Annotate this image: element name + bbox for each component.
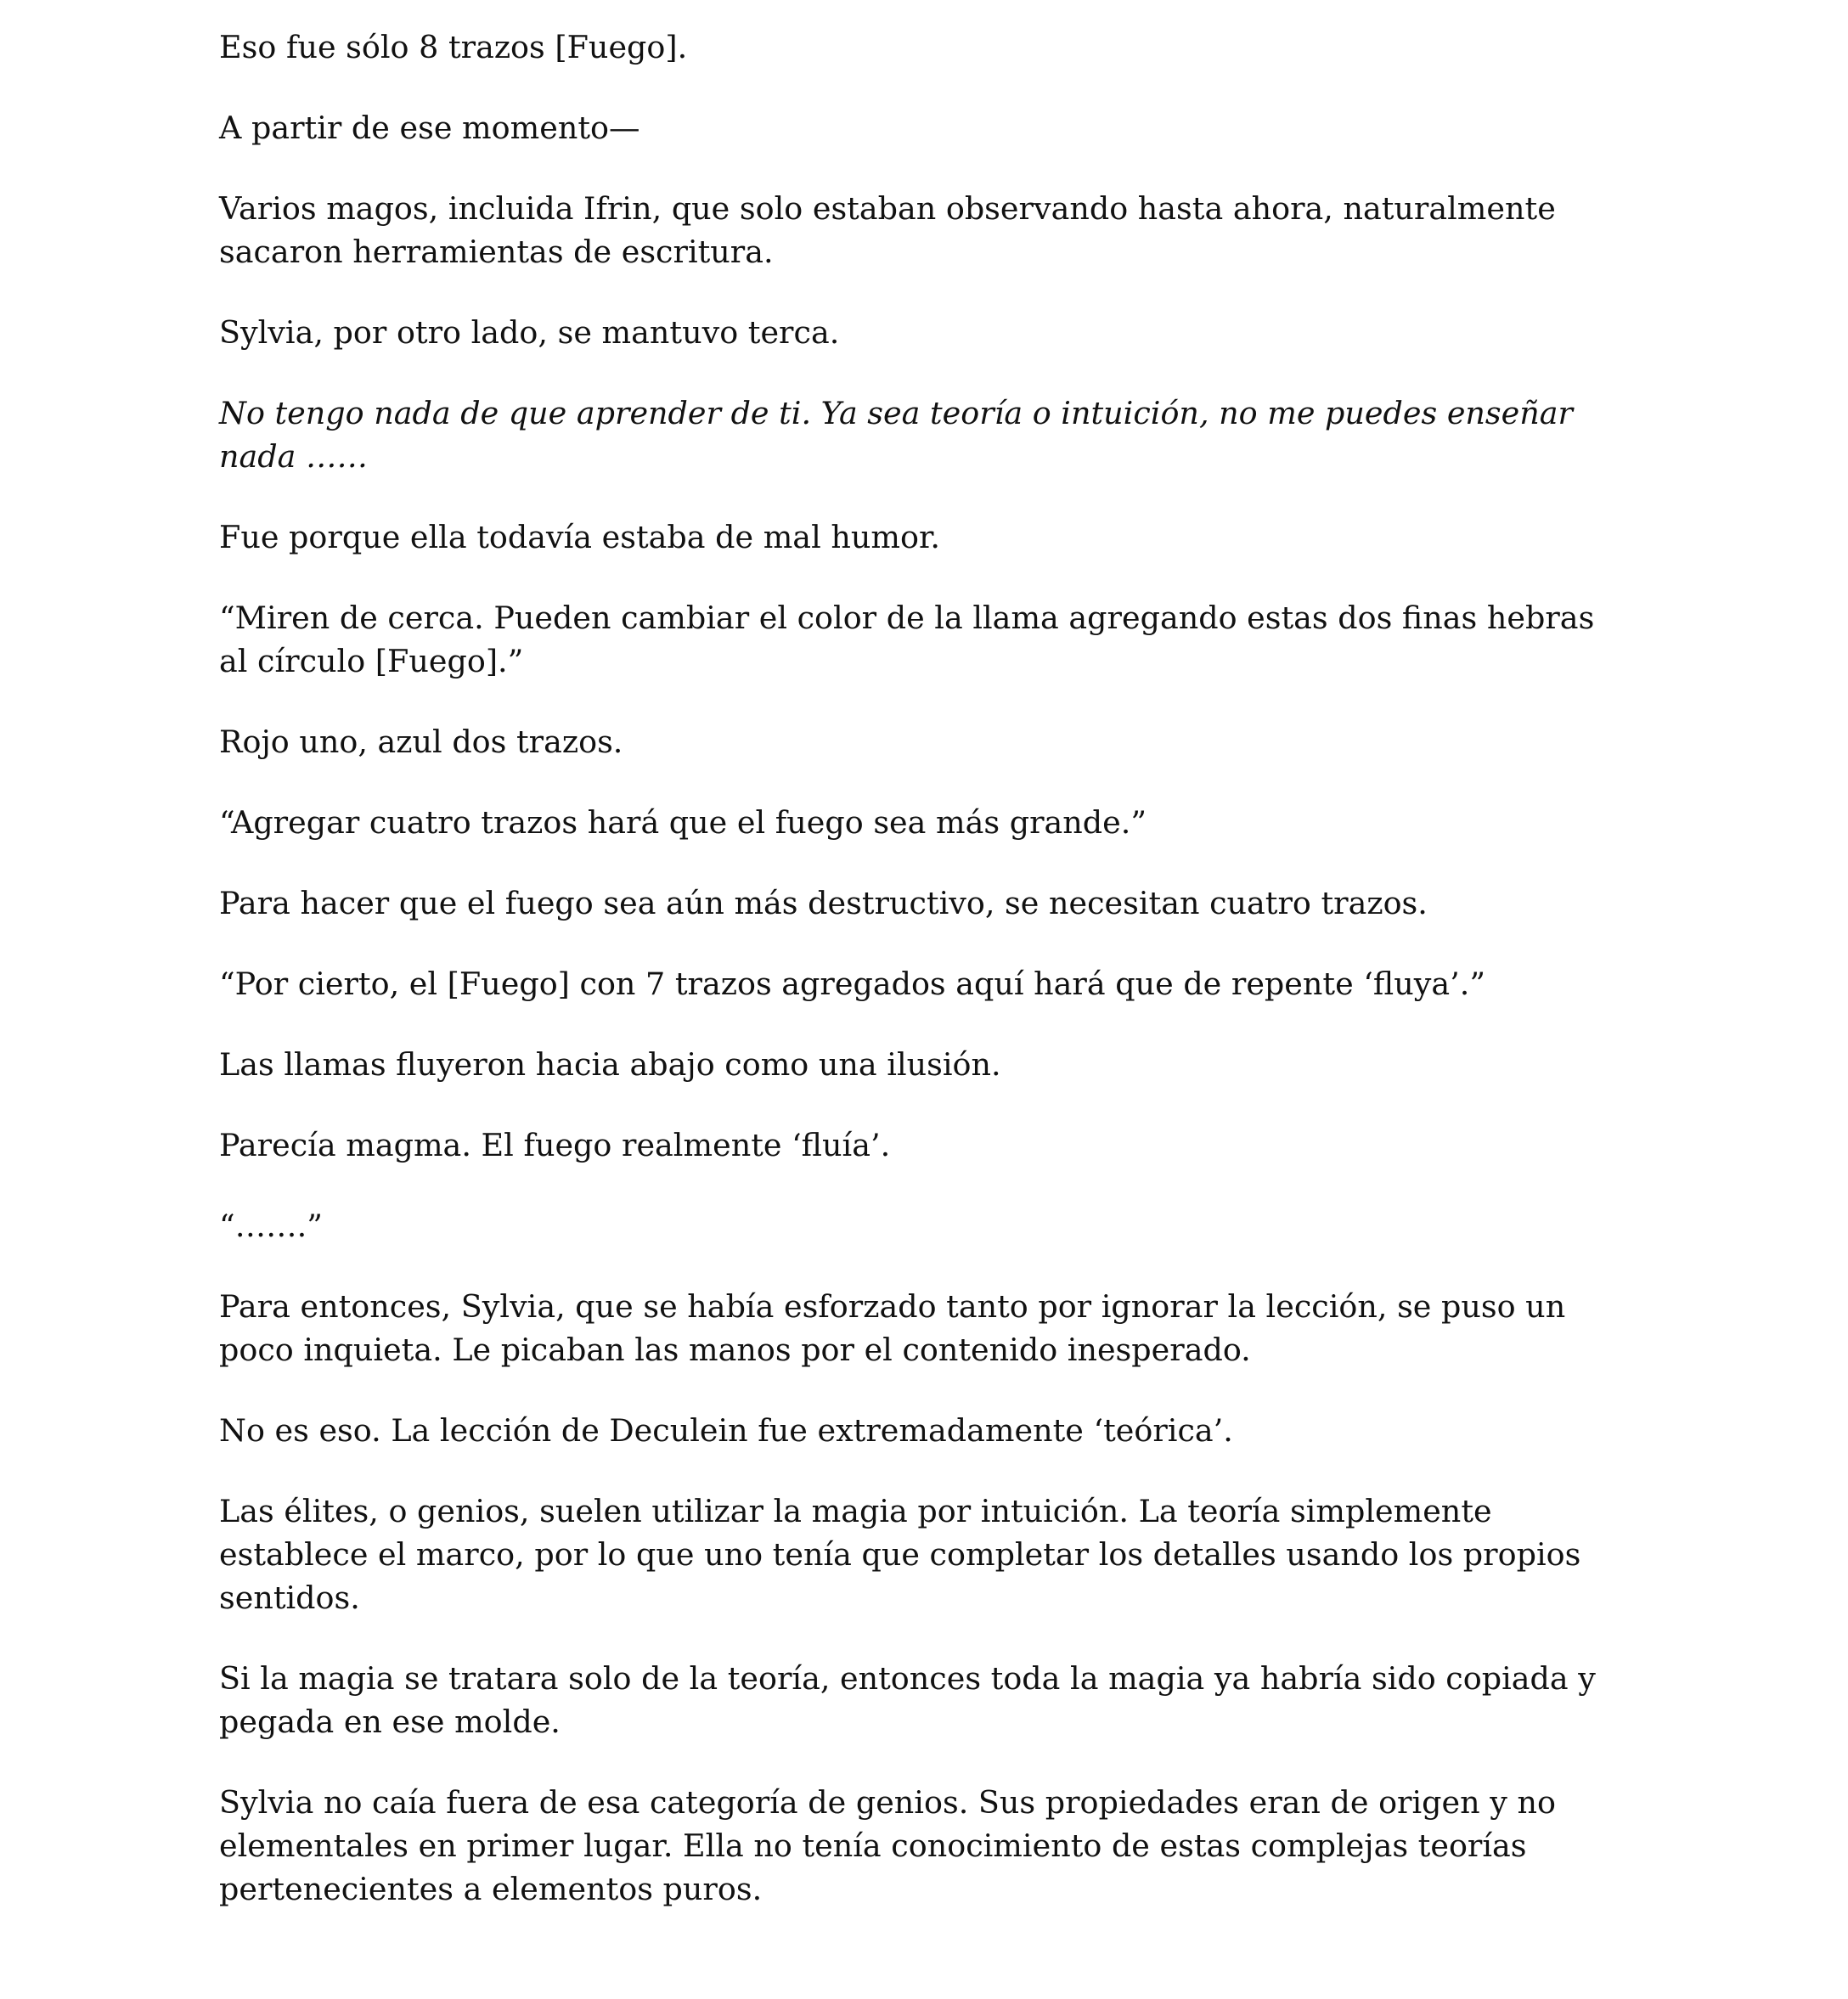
paragraph: Las élites, o genios, suelen utilizar la magia por intuición. La teoría simplemente establece el marco, por lo que uno tenía que completar los detalles usando los propios sentidos. (219, 1493, 1581, 1616)
paragraph: Rojo uno, azul dos trazos. (219, 724, 623, 760)
paragraph: “Agregar cuatro trazos hará que el fuego sea más grande.” (219, 804, 1147, 841)
paragraph: “Miren de cerca. Pueden cambiar el color de la llama agregando estas dos finas hebras al círculo [Fuego].” (219, 600, 1595, 679)
paragraph: Para entonces, Sylvia, que se había esforzado tanto por ignorar la lección, se puso un poco inquieta. Le picaban las manos por el contenido inesperado. (219, 1288, 1566, 1368)
paragraph: Las llamas fluyeron hacia abajo como una ilusión. (219, 1046, 1001, 1083)
paragraph: Sylvia no caía fuera de esa categoría de genios. Sus propiedades eran de origen y no elementales en primer lugar. Ella no tenía conocimiento de estas complejas teorías pertenecientes a elementos puros. (219, 1784, 1556, 1907)
paragraph: Parecía magma. El fuego realmente ‘fluía’. (219, 1127, 891, 1163)
paragraph: Eso fue sólo 8 trazos [Fuego]. (219, 29, 688, 65)
paragraph: Varios magos, incluida Ifrin, que solo estaban observando hasta ahora, naturalmente sacaron herramientas de escritura. (219, 190, 1556, 270)
paragraph: “…….” (219, 1208, 323, 1244)
paragraph: Para hacer que el fuego sea aún más destructivo, se necesitan cuatro trazos. (219, 885, 1428, 921)
paragraph: “Por cierto, el [Fuego] con 7 trazos agregados aquí hará que de repente ‘fluya’.” (219, 966, 1485, 1002)
paragraph: A partir de ese momento— (219, 110, 640, 146)
paragraph: Sylvia, por otro lado, se mantuvo terca. (219, 314, 840, 351)
paragraph: Fue porque ella todavía estaba de mal humor. (219, 519, 940, 555)
document-page (219, 25, 1629, 1948)
italic-paragraph: No tengo nada de que aprender de ti. Ya sea teoría o intuición, no me puedes enseñar nada …… (219, 395, 1573, 475)
paragraph: No es eso. La lección de Deculein fue extremadamente ‘teórica’. (219, 1412, 1233, 1449)
paragraph: Si la magia se tratara solo de la teoría, entonces toda la magia ya habría sido copiada y pegada en ese molde. (219, 1660, 1596, 1740)
